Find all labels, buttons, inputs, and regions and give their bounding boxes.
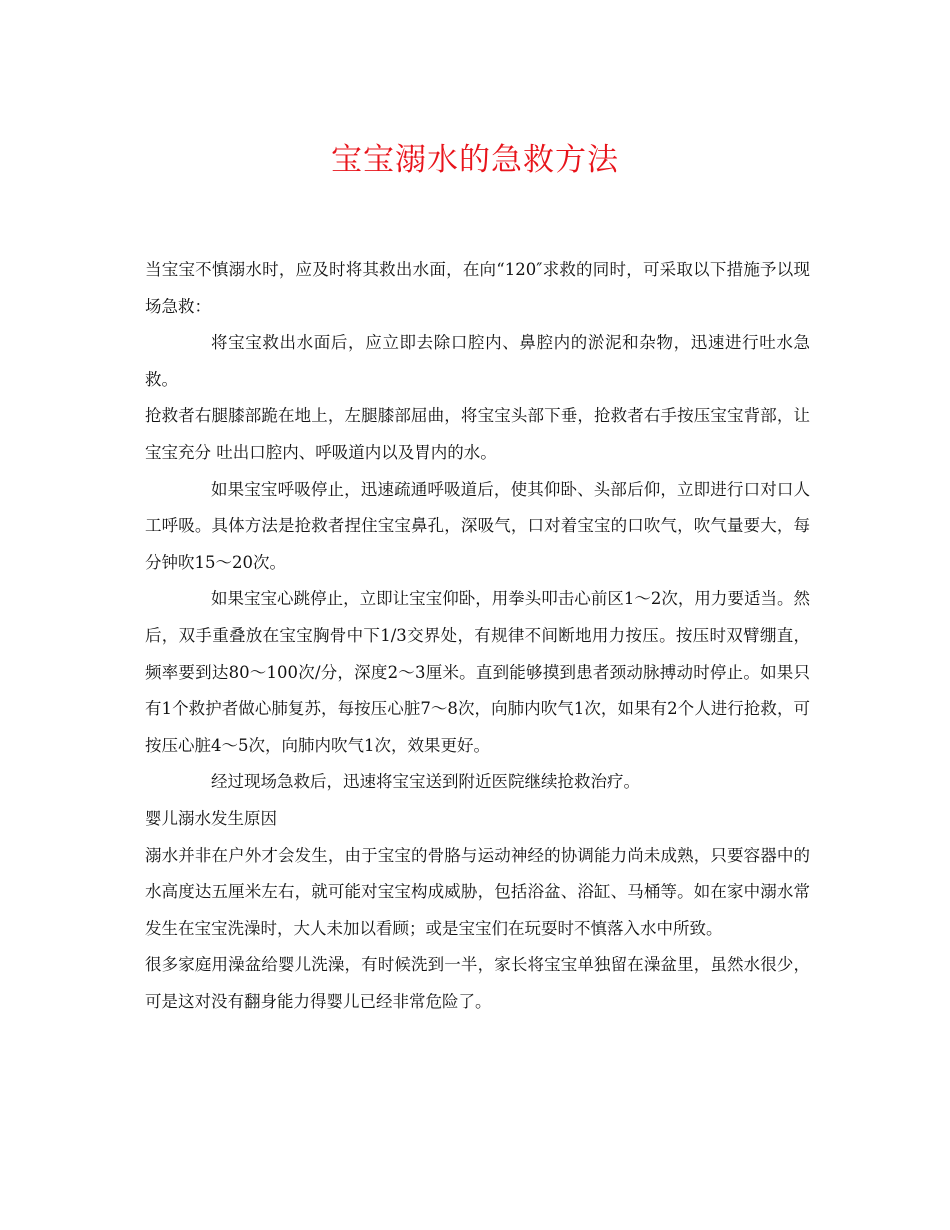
paragraph-remove-water: 将宝宝救出水面后，应立即去除口腔内、鼻腔内的淤泥和杂物，迅速进行吐水急救。 [145, 333, 810, 389]
document-title: 宝宝溺水的急救方法 [331, 142, 619, 178]
section-heading-causes: 婴儿溺水发生原因 [145, 808, 277, 828]
paragraph-bathtub-warning: 很多家庭用澡盆给婴儿洗澡，有时候洗到一半，家长将宝宝单独留在澡盆里，虽然水很少，可是这对没有翻身能力得婴儿已经非常危险了。 [145, 955, 810, 1011]
paragraph-intro: 当宝宝不慎溺水时，应及时将其救出水面，在向“120″求救的同时，可采取以下措施予以现场急救： [145, 260, 810, 316]
paragraph-hospital: 经过现场急救后，迅速将宝宝送到附近医院继续抢救治疗。 [211, 772, 640, 792]
paragraph-artificial-respiration: 如果宝宝呼吸停止，迅速疏通呼吸道后，使其仰卧、头部后仰，立即进行口对口人工呼吸。具体方法是抢救者捏住宝宝鼻孔，深吸气，口对着宝宝的口吹气，吹气量要大，每分钟吹15～20次。 [145, 479, 810, 572]
paragraph-causes: 溺水并非在户外才会发生，由于宝宝的骨胳与运动神经的协调能力尚未成熟，只要容器中的水高度达五厘米左右，就可能对宝宝构成威胁，包括浴盆、浴缸、马桶等。如在家中溺水常发生在宝宝洗澡时，大人未加以看顾；或是宝宝们在玩耍时不慎落入水中所致。 [145, 845, 810, 938]
paragraph-cpr: 如果宝宝心跳停止，立即让宝宝仰卧，用拳头叩击心前区1～2次，用力要适当。然后，双手重叠放在宝宝胸骨中下1/3交界处，有规律不间断地用力按压。按压时双臂绷直，频率要到达80～100次/分，深度2～3厘米。直到能够摸到患者颈动脉搏动时停止。如果只有1个救护者做心肺复苏，每按压心脏7～8次，向肺内吹气1次，如果有2个人进行抢救，可按压心脏4～5次，向肺内吹气1次，效果更好。 [145, 589, 810, 755]
paragraph-kneel-method: 抢救者右腿膝部跪在地上，左腿膝部屈曲，将宝宝头部下垂，抢救者右手按压宝宝背部，让宝宝充分 吐出口腔内、呼吸道内以及胃内的水。 [145, 406, 810, 462]
document-body [145, 252, 810, 1020]
